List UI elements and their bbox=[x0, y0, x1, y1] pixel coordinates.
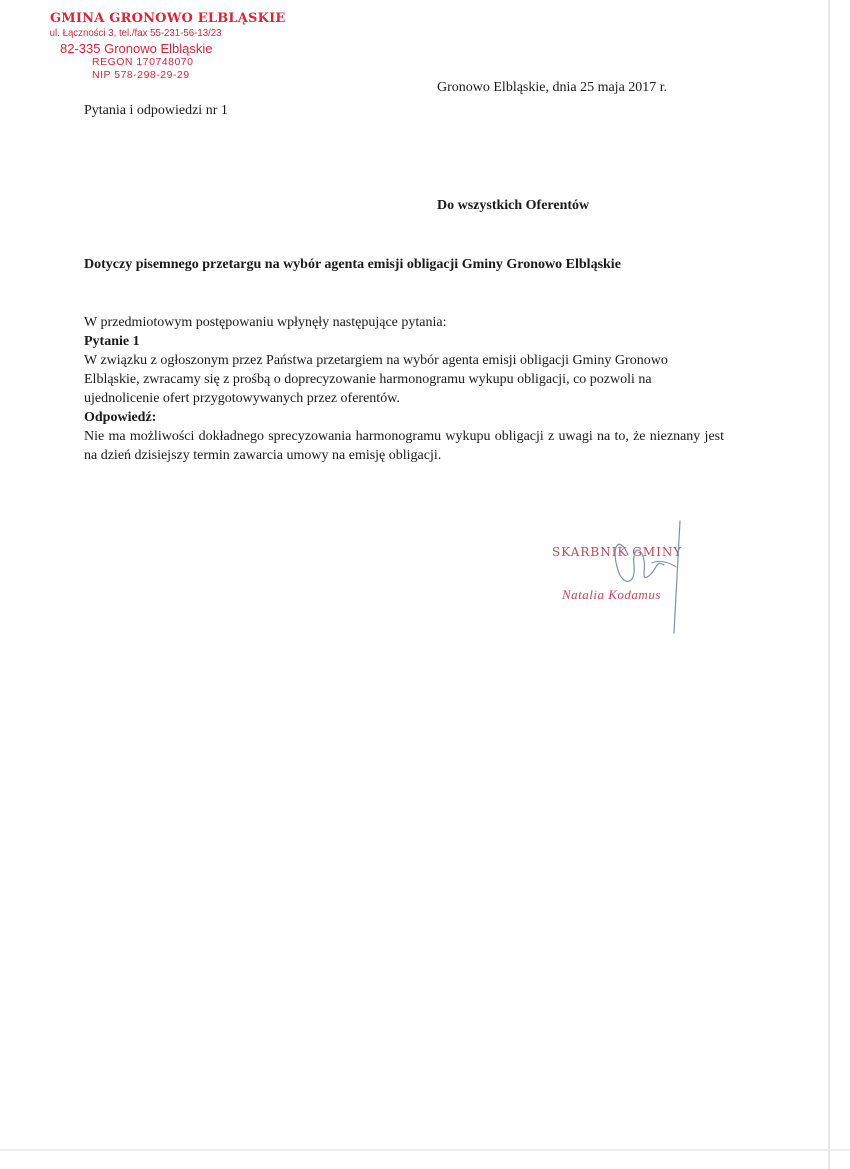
signature-name: Natalia Kodamus bbox=[562, 587, 661, 602]
stamp-name: GMINA GRONOWO ELBLĄSKIE bbox=[50, 11, 286, 26]
scan-edge-bottom bbox=[0, 1149, 850, 1151]
addressee: Do wszystkich Oferentów bbox=[437, 198, 590, 213]
handwritten-signature-icon bbox=[540, 515, 740, 635]
signature-title: SKARBNIK GMINY bbox=[552, 545, 683, 559]
place-date: Gronowo Elbląskie, dnia 25 maja 2017 r. bbox=[437, 80, 668, 95]
stamp-city: 82-335 Gronowo Elbląskie bbox=[60, 40, 213, 56]
stamp-address: ul. Łączności 3, tel./fax 55-231-56-13/23 bbox=[49, 26, 222, 39]
question-label: Pytanie 1 bbox=[84, 334, 140, 349]
subject-line: Dotyczy pisemnego przetargu na wybór agenta emisji obligacji Gminy Gronowo Elbląskie bbox=[84, 257, 621, 272]
stamp-nip: NIP 578-298-29-29 bbox=[92, 69, 190, 82]
scan-edge bbox=[828, 0, 830, 1169]
municipality-stamp bbox=[46, 11, 286, 82]
signature-block bbox=[540, 515, 740, 635]
intro-text: W przedmiotowym postępowaniu wpłynęły następujące pytania: bbox=[84, 315, 447, 330]
document-reference: Pytania i odpowiedzi nr 1 bbox=[84, 103, 228, 118]
answer-text: Nie ma możliwości dokładnego sprecyzowania harmonogramu wykupu obligacji z uwagi na to, że nieznany jest na dzień dzisiejszy termin zawarcia umowy na emisję obligacji. bbox=[84, 429, 724, 463]
letter-body bbox=[84, 313, 724, 465]
answer-label: Odpowiedź: bbox=[84, 410, 157, 425]
stamp-regon: REGON 170748070 bbox=[92, 56, 194, 69]
question-text: W związku z ogłoszonym przez Państwa przetargiem na wybór agenta emisji obligacji Gminy Gronowo Elbląskie, zwracamy się z prośbą o doprecyzowanie harmonogramu wykupu obligacji, co pozwoli na ujednolicenie ofert przygotowywanych przez oferentów. bbox=[84, 353, 668, 406]
